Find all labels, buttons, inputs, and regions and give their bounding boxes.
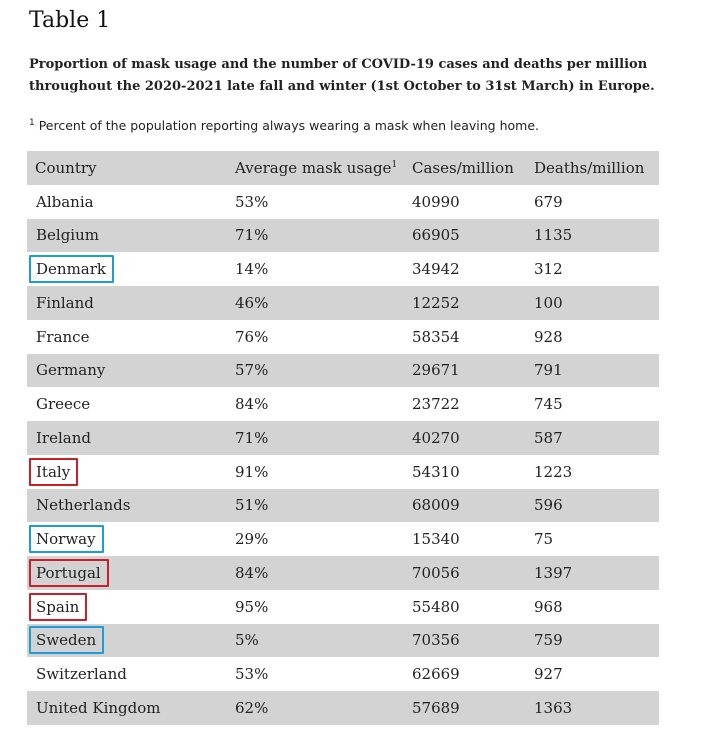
country-label: Ireland	[36, 428, 91, 447]
cell-mask-usage: 51%	[235, 496, 269, 515]
country-label: Netherlands	[36, 496, 131, 515]
table-row	[27, 590, 659, 624]
cell-cases-per-million: 68009	[412, 496, 460, 515]
highlighted-country-label: Norway	[36, 530, 96, 549]
cell-mask-usage: 29%	[235, 530, 269, 549]
cell-deaths-per-million: 100	[534, 293, 563, 312]
cell-cases-per-million: 54310	[412, 462, 460, 481]
cell-cases-per-million: 62669	[412, 665, 460, 684]
cell-country	[27, 260, 235, 278]
cell-mask-usage: 57%	[235, 361, 269, 380]
table-row	[27, 691, 659, 725]
cell-country	[27, 530, 235, 548]
highlighted-country-label: Spain	[36, 597, 80, 616]
cell-country	[27, 193, 235, 211]
cell-cases-per-million: 66905	[412, 226, 460, 245]
highlighted-country-label: Sweden	[36, 631, 97, 650]
cell-country	[27, 665, 235, 683]
cell-cases-per-million: 55480	[412, 597, 460, 616]
cell-deaths-per-million: 745	[534, 395, 563, 414]
cell-mask-usage: 14%	[235, 260, 269, 279]
cell-mask-usage: 53%	[235, 665, 269, 684]
header-mask-usage-footnote-marker: 1	[391, 159, 398, 170]
cell-mask-usage: 95%	[235, 597, 269, 616]
table-row	[27, 219, 659, 253]
country-label: Switzerland	[36, 665, 127, 684]
cell-cases-per-million: 70056	[412, 563, 460, 582]
cell-deaths-per-million: 1397	[534, 563, 573, 582]
cell-deaths-per-million: 968	[534, 597, 563, 616]
cell-mask-usage: 71%	[235, 428, 269, 447]
table-row	[27, 421, 659, 455]
footnote-marker: 1	[29, 117, 35, 128]
cell-country	[27, 496, 235, 514]
cell-mask-usage: 5%	[235, 631, 259, 650]
cell-cases-per-million: 15340	[412, 530, 460, 549]
cell-mask-usage: 71%	[235, 226, 269, 245]
table-row	[27, 657, 659, 691]
cell-mask-usage: 84%	[235, 563, 269, 582]
cell-deaths-per-million: 1135	[534, 226, 573, 245]
cell-deaths-per-million: 1223	[534, 462, 573, 481]
cell-mask-usage: 62%	[235, 698, 269, 717]
data-table	[27, 151, 659, 725]
table-caption: Proportion of mask usage and the number of COVID-19 cases and deaths per million throughout the 2020-2021 late fall and winter (1st October to 31st March) in Europe.	[29, 57, 655, 94]
country-label: Belgium	[36, 226, 99, 245]
table-row	[27, 286, 659, 320]
highlighted-country-label: Italy	[36, 462, 71, 481]
table-body	[27, 185, 659, 725]
country-label: Finland	[36, 293, 94, 312]
country-label: United Kingdom	[36, 698, 161, 717]
cell-deaths-per-million: 928	[534, 327, 563, 346]
table-row	[27, 522, 659, 556]
country-label: Germany	[36, 361, 106, 380]
table-footnote	[29, 118, 539, 133]
highlighted-country-label: Denmark	[36, 260, 106, 279]
table-row	[27, 489, 659, 523]
header-country: Country	[35, 158, 97, 177]
cell-mask-usage: 76%	[235, 327, 269, 346]
country-label: Albania	[36, 192, 94, 211]
footnote-text: Percent of the population reporting always wearing a mask when leaving home.	[38, 118, 539, 133]
table-row	[27, 455, 659, 489]
table-row	[27, 252, 659, 286]
cell-mask-usage: 46%	[235, 293, 269, 312]
cell-deaths-per-million: 927	[534, 665, 563, 684]
cell-country	[27, 294, 235, 312]
cell-country	[27, 598, 235, 616]
country-label: Greece	[36, 395, 91, 414]
cell-cases-per-million: 40270	[412, 428, 460, 447]
table-row	[27, 354, 659, 388]
table-row	[27, 624, 659, 658]
cell-mask-usage: 84%	[235, 395, 269, 414]
cell-country	[27, 699, 235, 717]
cell-cases-per-million: 23722	[412, 395, 460, 414]
table-header-row	[27, 151, 659, 185]
cell-deaths-per-million: 759	[534, 631, 563, 650]
cell-mask-usage: 53%	[235, 192, 269, 211]
table-row	[27, 387, 659, 421]
cell-country	[27, 328, 235, 346]
cell-cases-per-million: 29671	[412, 361, 460, 380]
cell-deaths-per-million: 596	[534, 496, 563, 515]
cell-country	[27, 395, 235, 413]
table-row	[27, 320, 659, 354]
country-label: France	[36, 327, 90, 346]
cell-cases-per-million: 57689	[412, 698, 460, 717]
cell-country	[27, 361, 235, 379]
header-cases-per-million: Cases/million	[412, 158, 514, 177]
cell-country	[27, 631, 235, 649]
page-title: Table 1	[29, 8, 111, 33]
header-deaths-per-million: Deaths/million	[534, 158, 645, 177]
highlighted-country-label: Portugal	[36, 563, 101, 582]
cell-deaths-per-million: 75	[534, 530, 554, 549]
cell-deaths-per-million: 1363	[534, 698, 573, 717]
cell-country	[27, 226, 235, 244]
cell-country	[27, 564, 235, 582]
cell-cases-per-million: 58354	[412, 327, 460, 346]
cell-cases-per-million: 12252	[412, 293, 460, 312]
cell-mask-usage: 91%	[235, 462, 269, 481]
cell-deaths-per-million: 312	[534, 260, 563, 279]
table-row	[27, 185, 659, 219]
cell-deaths-per-million: 791	[534, 361, 563, 380]
cell-cases-per-million: 34942	[412, 260, 460, 279]
cell-deaths-per-million: 679	[534, 192, 563, 211]
cell-cases-per-million: 40990	[412, 192, 460, 211]
cell-country	[27, 463, 235, 481]
cell-cases-per-million: 70356	[412, 631, 460, 650]
cell-country	[27, 429, 235, 447]
header-mask-usage: Average mask usage$^1$	[235, 158, 398, 177]
table-row	[27, 556, 659, 590]
cell-deaths-per-million: 587	[534, 428, 563, 447]
